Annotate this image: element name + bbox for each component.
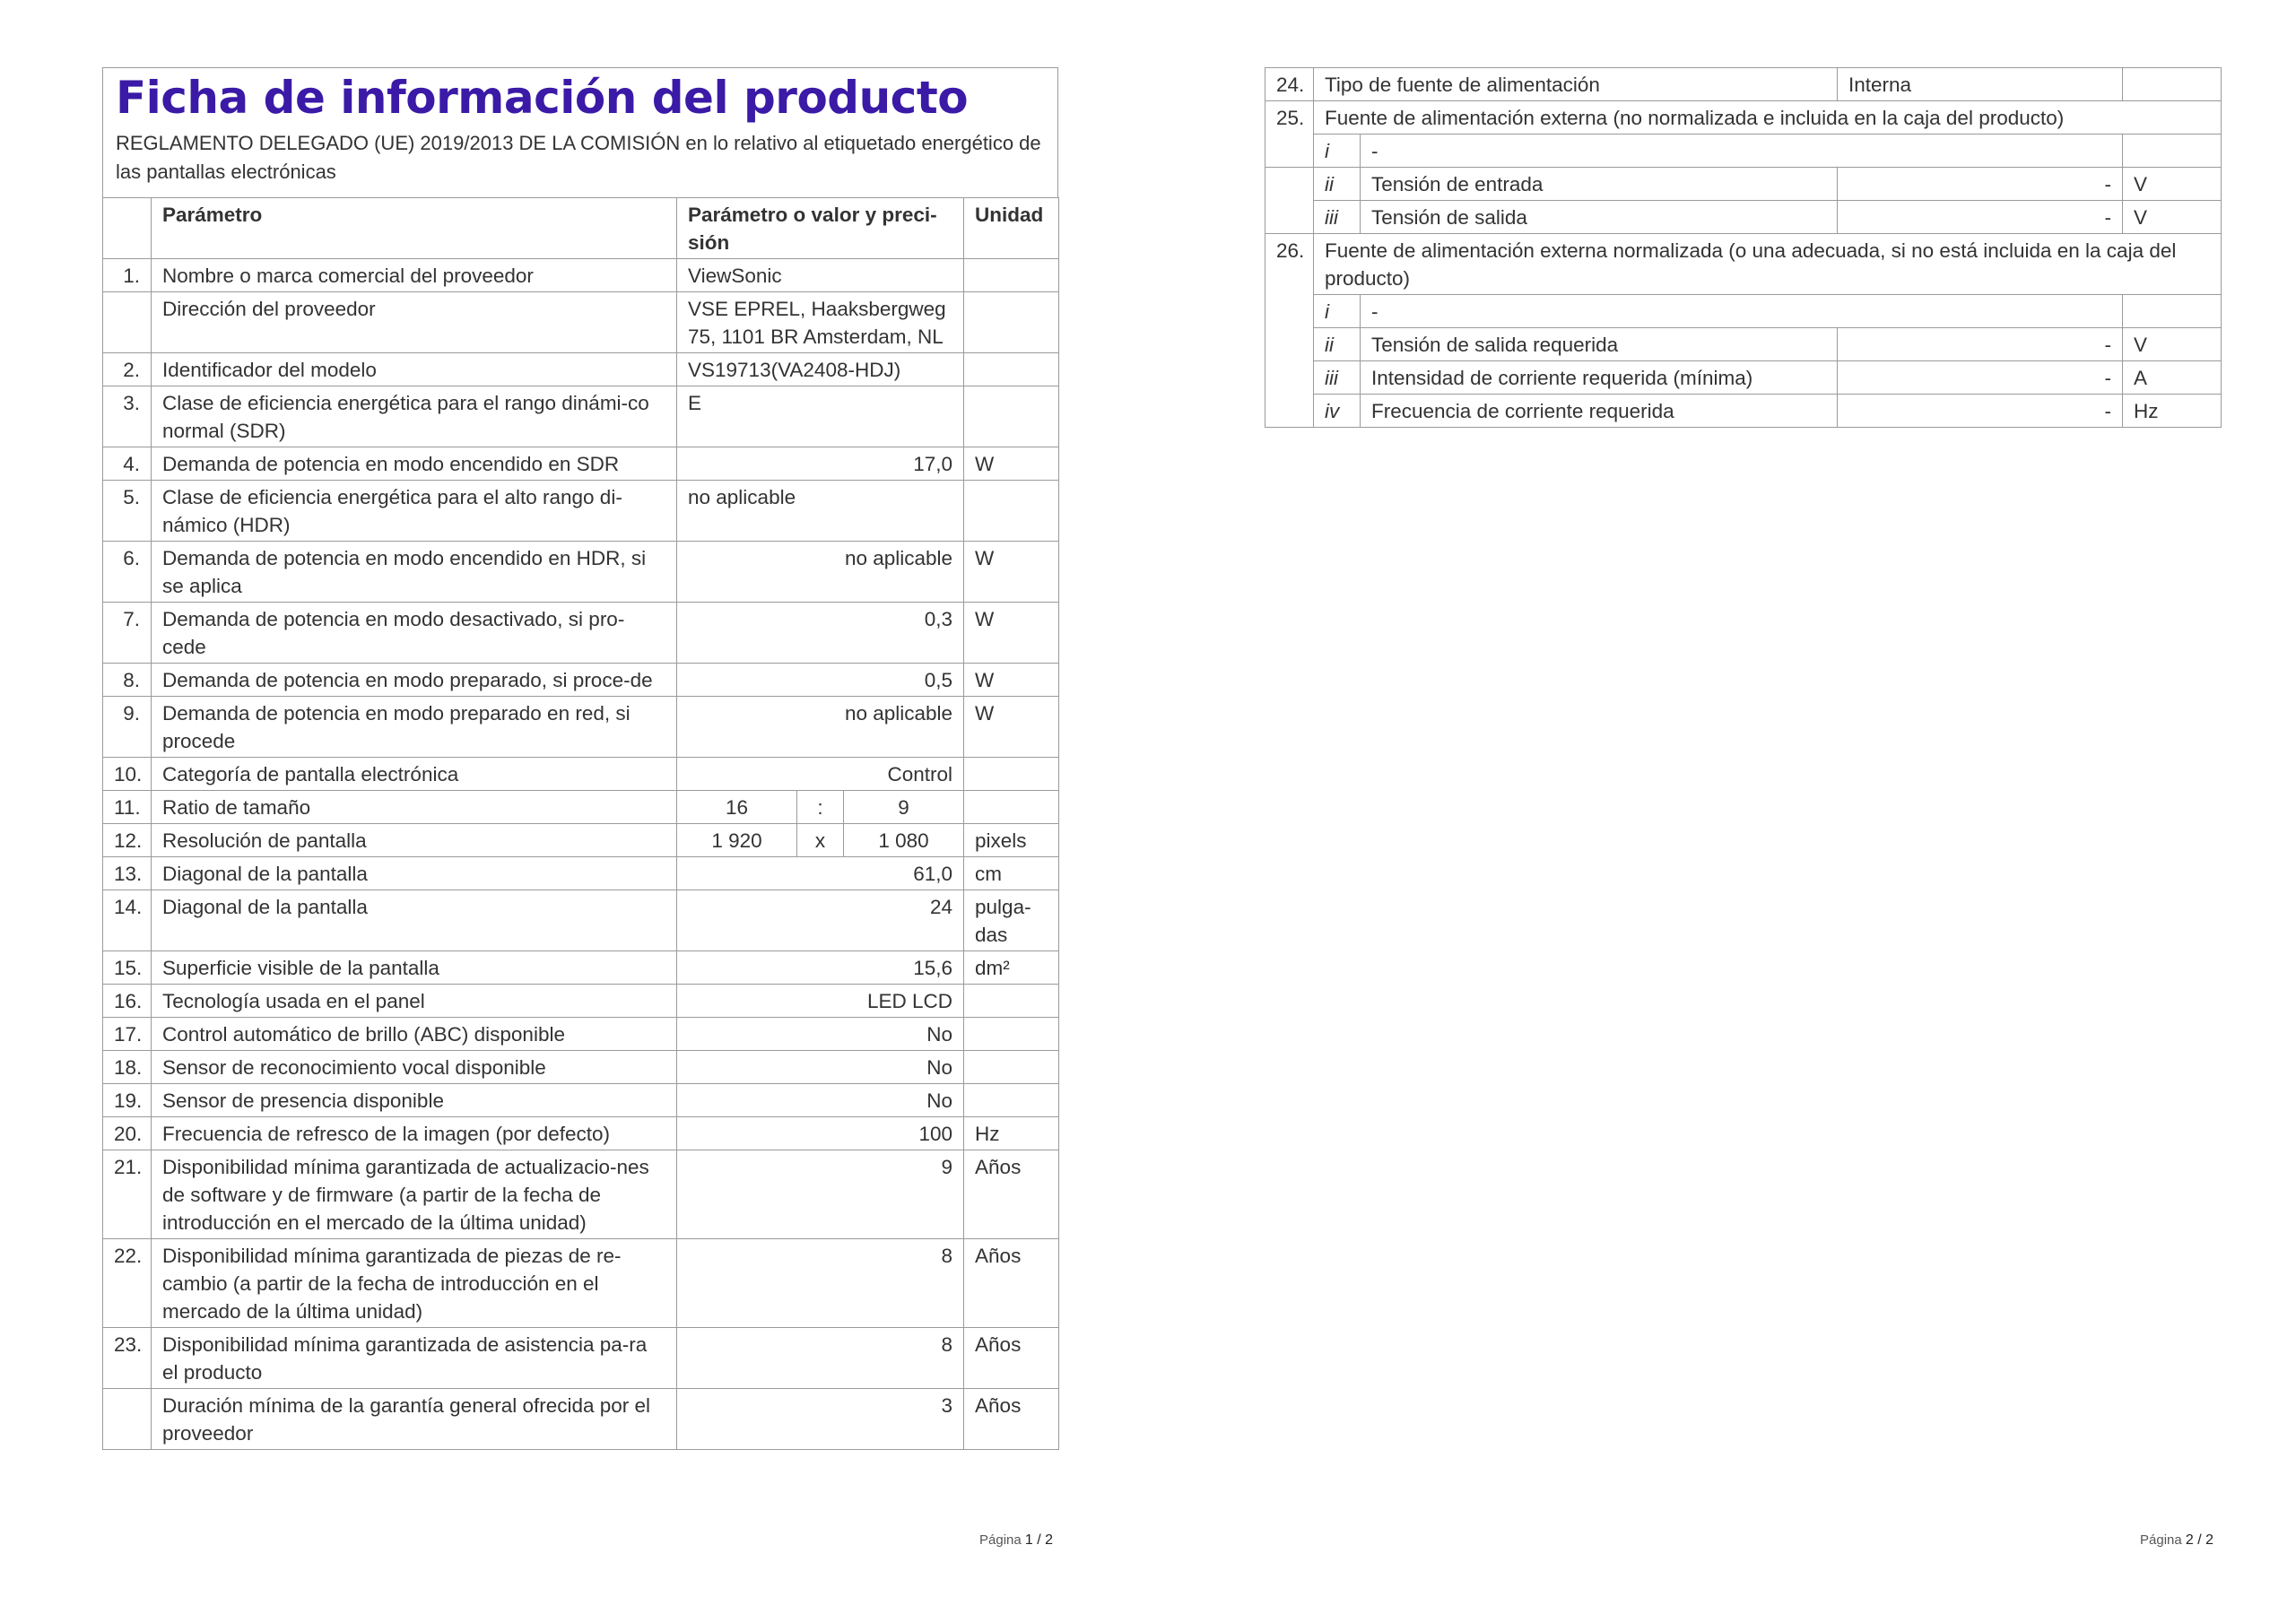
row-label: Demanda de potencia en modo encendido en SDR — [152, 447, 677, 481]
subrow-value: - — [1838, 168, 2123, 201]
row-number: 5. — [103, 481, 152, 542]
row-unit: V — [2123, 328, 2222, 361]
ratio-height: 9 — [844, 791, 964, 824]
table-row — [103, 1018, 1059, 1051]
row-number: 9. — [103, 697, 152, 758]
row-label: Fuente de alimentación externa normalizada (o una adecuada, si no está incluida en la caja del producto) — [1314, 234, 2222, 295]
table-row — [103, 259, 1059, 292]
table-row — [103, 1084, 1059, 1117]
subrow-index: i — [1314, 135, 1361, 168]
row-value: 0,3 — [677, 603, 964, 664]
row-number: 4. — [103, 447, 152, 481]
table-row — [103, 857, 1059, 890]
row-label: Identificador del modelo — [152, 353, 677, 386]
subrow-value: - — [1361, 295, 2123, 328]
table-row — [103, 542, 1059, 603]
row-number: 16. — [103, 985, 152, 1018]
table-row — [1265, 234, 2222, 295]
row-value: Control — [677, 758, 964, 791]
row-number: 11. — [103, 791, 152, 824]
row-unit: A — [2123, 361, 2222, 395]
row-unit: Hz — [2123, 395, 2222, 428]
row-label: Disponibilidad mínima garantizada de piezas de re-cambio (a partir de la fecha de introducción en el mercado de la última unidad) — [152, 1239, 677, 1328]
row-unit: V — [2123, 201, 2222, 234]
page-number-1 — [979, 1532, 1053, 1549]
table-subrow — [1265, 201, 2222, 234]
row-unit — [964, 386, 1059, 447]
page-word: Página — [979, 1532, 1022, 1548]
row-value: Interna — [1838, 68, 2123, 101]
power-supply-table — [1265, 67, 2222, 428]
row-value: 0,5 — [677, 664, 964, 697]
table-row — [103, 292, 1059, 353]
subrow-value: - — [1838, 328, 2123, 361]
page-count: 1 / 2 — [1024, 1532, 1054, 1548]
row-label: Duración mínima de la garantía general ofrecida por el proveedor — [152, 1389, 677, 1450]
row-value: 15,6 — [677, 951, 964, 985]
subrow-index: iii — [1314, 361, 1361, 395]
row-unit: W — [964, 697, 1059, 758]
subrow-value: - — [1838, 201, 2123, 234]
row-value: ViewSonic — [677, 259, 964, 292]
row-number: 17. — [103, 1018, 152, 1051]
row-number: 8. — [103, 664, 152, 697]
row-unit: pulga-das — [964, 890, 1059, 951]
row-unit — [964, 1051, 1059, 1084]
row-value: 61,0 — [677, 857, 964, 890]
row-value: 8 — [677, 1328, 964, 1389]
header-unit: Unidad — [964, 198, 1059, 259]
row-unit: Años — [964, 1328, 1059, 1389]
row-value: VSE EPREL, Haaksbergweg 75, 1101 BR Amsterdam, NL — [677, 292, 964, 353]
resolution-height: 1 080 — [844, 824, 964, 857]
row-value: VS19713(VA2408-HDJ) — [677, 353, 964, 386]
page-2 — [1265, 67, 2221, 428]
table-row — [103, 1239, 1059, 1328]
row-unit: W — [964, 542, 1059, 603]
subrow-label: Tensión de salida requerida — [1361, 328, 1838, 361]
subrow-value: - — [1361, 135, 2123, 168]
row-value: 9 — [677, 1150, 964, 1239]
table-row — [103, 386, 1059, 447]
row-number: 7. — [103, 603, 152, 664]
row-number: 6. — [103, 542, 152, 603]
row-unit: W — [964, 603, 1059, 664]
row-number: 14. — [103, 890, 152, 951]
row-number: 13. — [103, 857, 152, 890]
page-word: Página — [2140, 1532, 2182, 1548]
table-row — [103, 985, 1059, 1018]
row-value: 3 — [677, 1389, 964, 1450]
row-label: Clase de eficiencia energética para el rango dinámi-co normal (SDR) — [152, 386, 677, 447]
row-unit — [964, 758, 1059, 791]
row-unit — [964, 292, 1059, 353]
subrow-value: - — [1838, 361, 2123, 395]
table-subrow — [1265, 361, 2222, 395]
subrow-index: ii — [1314, 328, 1361, 361]
row-number: 19. — [103, 1084, 152, 1117]
row-unit — [964, 259, 1059, 292]
row-unit: cm — [964, 857, 1059, 890]
row-label: Nombre o marca comercial del proveedor — [152, 259, 677, 292]
table-row — [103, 603, 1059, 664]
table-row — [103, 1051, 1059, 1084]
row-value: LED LCD — [677, 985, 964, 1018]
page-count: 2 / 2 — [2185, 1532, 2214, 1548]
subrow-label: Tensión de entrada — [1361, 168, 1838, 201]
table-row — [103, 890, 1059, 951]
table-row — [103, 1328, 1059, 1389]
row-unit: dm² — [964, 951, 1059, 985]
row-label: Disponibilidad mínima garantizada de actualizacio-nes de software y de firmware (a partir de la fecha de introducción en el mercado de la última unidad) — [152, 1150, 677, 1239]
table-row — [103, 791, 1059, 824]
row-number: 10. — [103, 758, 152, 791]
ratio-width: 16 — [677, 791, 797, 824]
table-row — [103, 481, 1059, 542]
table-row — [103, 353, 1059, 386]
row-number: 23. — [103, 1328, 152, 1389]
table-row — [103, 758, 1059, 791]
table-row — [103, 1389, 1059, 1450]
row-value: no aplicable — [677, 697, 964, 758]
subrow-index: iv — [1314, 395, 1361, 428]
header-num — [103, 198, 152, 259]
row-number: 2. — [103, 353, 152, 386]
row-value: 17,0 — [677, 447, 964, 481]
row-label: Frecuencia de refresco de la imagen (por defecto) — [152, 1117, 677, 1150]
page-number-2 — [2140, 1532, 2213, 1549]
sheet-header — [102, 67, 1058, 197]
row-label: Control automático de brillo (ABC) disponible — [152, 1018, 677, 1051]
row-value: E — [677, 386, 964, 447]
table-subrow — [1265, 168, 2222, 201]
subrow-label: Tensión de salida — [1361, 201, 1838, 234]
row-label: Ratio de tamaño — [152, 791, 677, 824]
page-subtitle: REGLAMENTO DELEGADO (UE) 2019/2013 DE LA COMISIÓN en lo relativo al etiquetado energético de las pantallas electrónicas — [116, 132, 1041, 183]
row-label: Demanda de potencia en modo encendido en HDR, si se aplica — [152, 542, 677, 603]
row-unit — [964, 985, 1059, 1018]
row-number: 24. — [1265, 68, 1314, 101]
row-value: 100 — [677, 1117, 964, 1150]
row-number: 25. — [1265, 101, 1314, 168]
row-unit — [2123, 68, 2222, 101]
row-label: Superficie visible de la pantalla — [152, 951, 677, 985]
page-title: Ficha de información del producto — [116, 72, 969, 124]
row-number: 12. — [103, 824, 152, 857]
row-label: Sensor de presencia disponible — [152, 1084, 677, 1117]
row-unit — [2123, 295, 2222, 328]
ratio-separator: : — [797, 791, 844, 824]
table-subrow — [1265, 395, 2222, 428]
row-unit: pixels — [964, 824, 1059, 857]
row-number: 21. — [103, 1150, 152, 1239]
row-label: Tecnología usada en el panel — [152, 985, 677, 1018]
row-unit — [964, 481, 1059, 542]
header-parameter: Parámetro — [152, 198, 677, 259]
row-unit: W — [964, 447, 1059, 481]
subrow-index: iii — [1314, 201, 1361, 234]
row-value: No — [677, 1084, 964, 1117]
row-unit — [964, 1084, 1059, 1117]
row-label: Diagonal de la pantalla — [152, 890, 677, 951]
row-number: 18. — [103, 1051, 152, 1084]
table-row — [103, 1150, 1059, 1239]
table-row — [103, 664, 1059, 697]
row-label: Demanda de potencia en modo preparado, si proce-de — [152, 664, 677, 697]
row-unit — [964, 791, 1059, 824]
table-row — [103, 447, 1059, 481]
subrow-label: Frecuencia de corriente requerida — [1361, 395, 1838, 428]
subrow-label: Intensidad de corriente requerida (mínima) — [1361, 361, 1838, 395]
table-header-row — [103, 198, 1059, 259]
row-label: Dirección del proveedor — [152, 292, 677, 353]
row-label: Tipo de fuente de alimentación — [1314, 68, 1838, 101]
resolution-separator: x — [797, 824, 844, 857]
subrow-index: i — [1314, 295, 1361, 328]
row-label: Demanda de potencia en modo desactivado, si pro-cede — [152, 603, 677, 664]
row-unit: Años — [964, 1239, 1059, 1328]
row-label: Sensor de reconocimiento vocal disponible — [152, 1051, 677, 1084]
row-unit: Hz — [964, 1117, 1059, 1150]
row-value: no aplicable — [677, 542, 964, 603]
row-unit — [964, 1018, 1059, 1051]
table-row — [103, 951, 1059, 985]
row-value: 24 — [677, 890, 964, 951]
resolution-width: 1 920 — [677, 824, 797, 857]
subrow-value: - — [1838, 395, 2123, 428]
row-label: Disponibilidad mínima garantizada de asistencia pa-ra el producto — [152, 1328, 677, 1389]
row-unit: V — [2123, 168, 2222, 201]
row-unit: Años — [964, 1389, 1059, 1450]
row-number — [1265, 168, 1314, 234]
row-label: Fuente de alimentación externa (no normalizada e incluida en la caja del producto) — [1314, 101, 2222, 135]
table-subrow — [1265, 295, 2222, 328]
row-number: 1. — [103, 259, 152, 292]
row-number: 3. — [103, 386, 152, 447]
row-number: 20. — [103, 1117, 152, 1150]
row-unit — [2123, 135, 2222, 168]
row-number: 26. — [1265, 234, 1314, 428]
subrow-index: ii — [1314, 168, 1361, 201]
table-subrow — [1265, 328, 2222, 361]
row-label: Resolución de pantalla — [152, 824, 677, 857]
row-number: 15. — [103, 951, 152, 985]
table-row — [1265, 68, 2222, 101]
row-number — [103, 292, 152, 353]
table-subrow — [1265, 135, 2222, 168]
row-value: No — [677, 1018, 964, 1051]
table-row — [103, 1117, 1059, 1150]
row-value: 8 — [677, 1239, 964, 1328]
row-label: Diagonal de la pantalla — [152, 857, 677, 890]
table-row — [103, 697, 1059, 758]
table-row — [1265, 101, 2222, 135]
row-unit — [964, 353, 1059, 386]
page-1 — [102, 67, 1058, 1450]
row-number: 22. — [103, 1239, 152, 1328]
row-label: Demanda de potencia en modo preparado en red, si procede — [152, 697, 677, 758]
table-row — [103, 824, 1059, 857]
header-value: Parámetro o valor y preci-sión — [677, 198, 964, 259]
row-value: No — [677, 1051, 964, 1084]
row-unit: W — [964, 664, 1059, 697]
row-label: Clase de eficiencia energética para el alto rango di-námico (HDR) — [152, 481, 677, 542]
row-number — [103, 1389, 152, 1450]
row-label: Categoría de pantalla electrónica — [152, 758, 677, 791]
row-unit: Años — [964, 1150, 1059, 1239]
product-info-table — [102, 197, 1059, 1450]
row-value: no aplicable — [677, 481, 964, 542]
